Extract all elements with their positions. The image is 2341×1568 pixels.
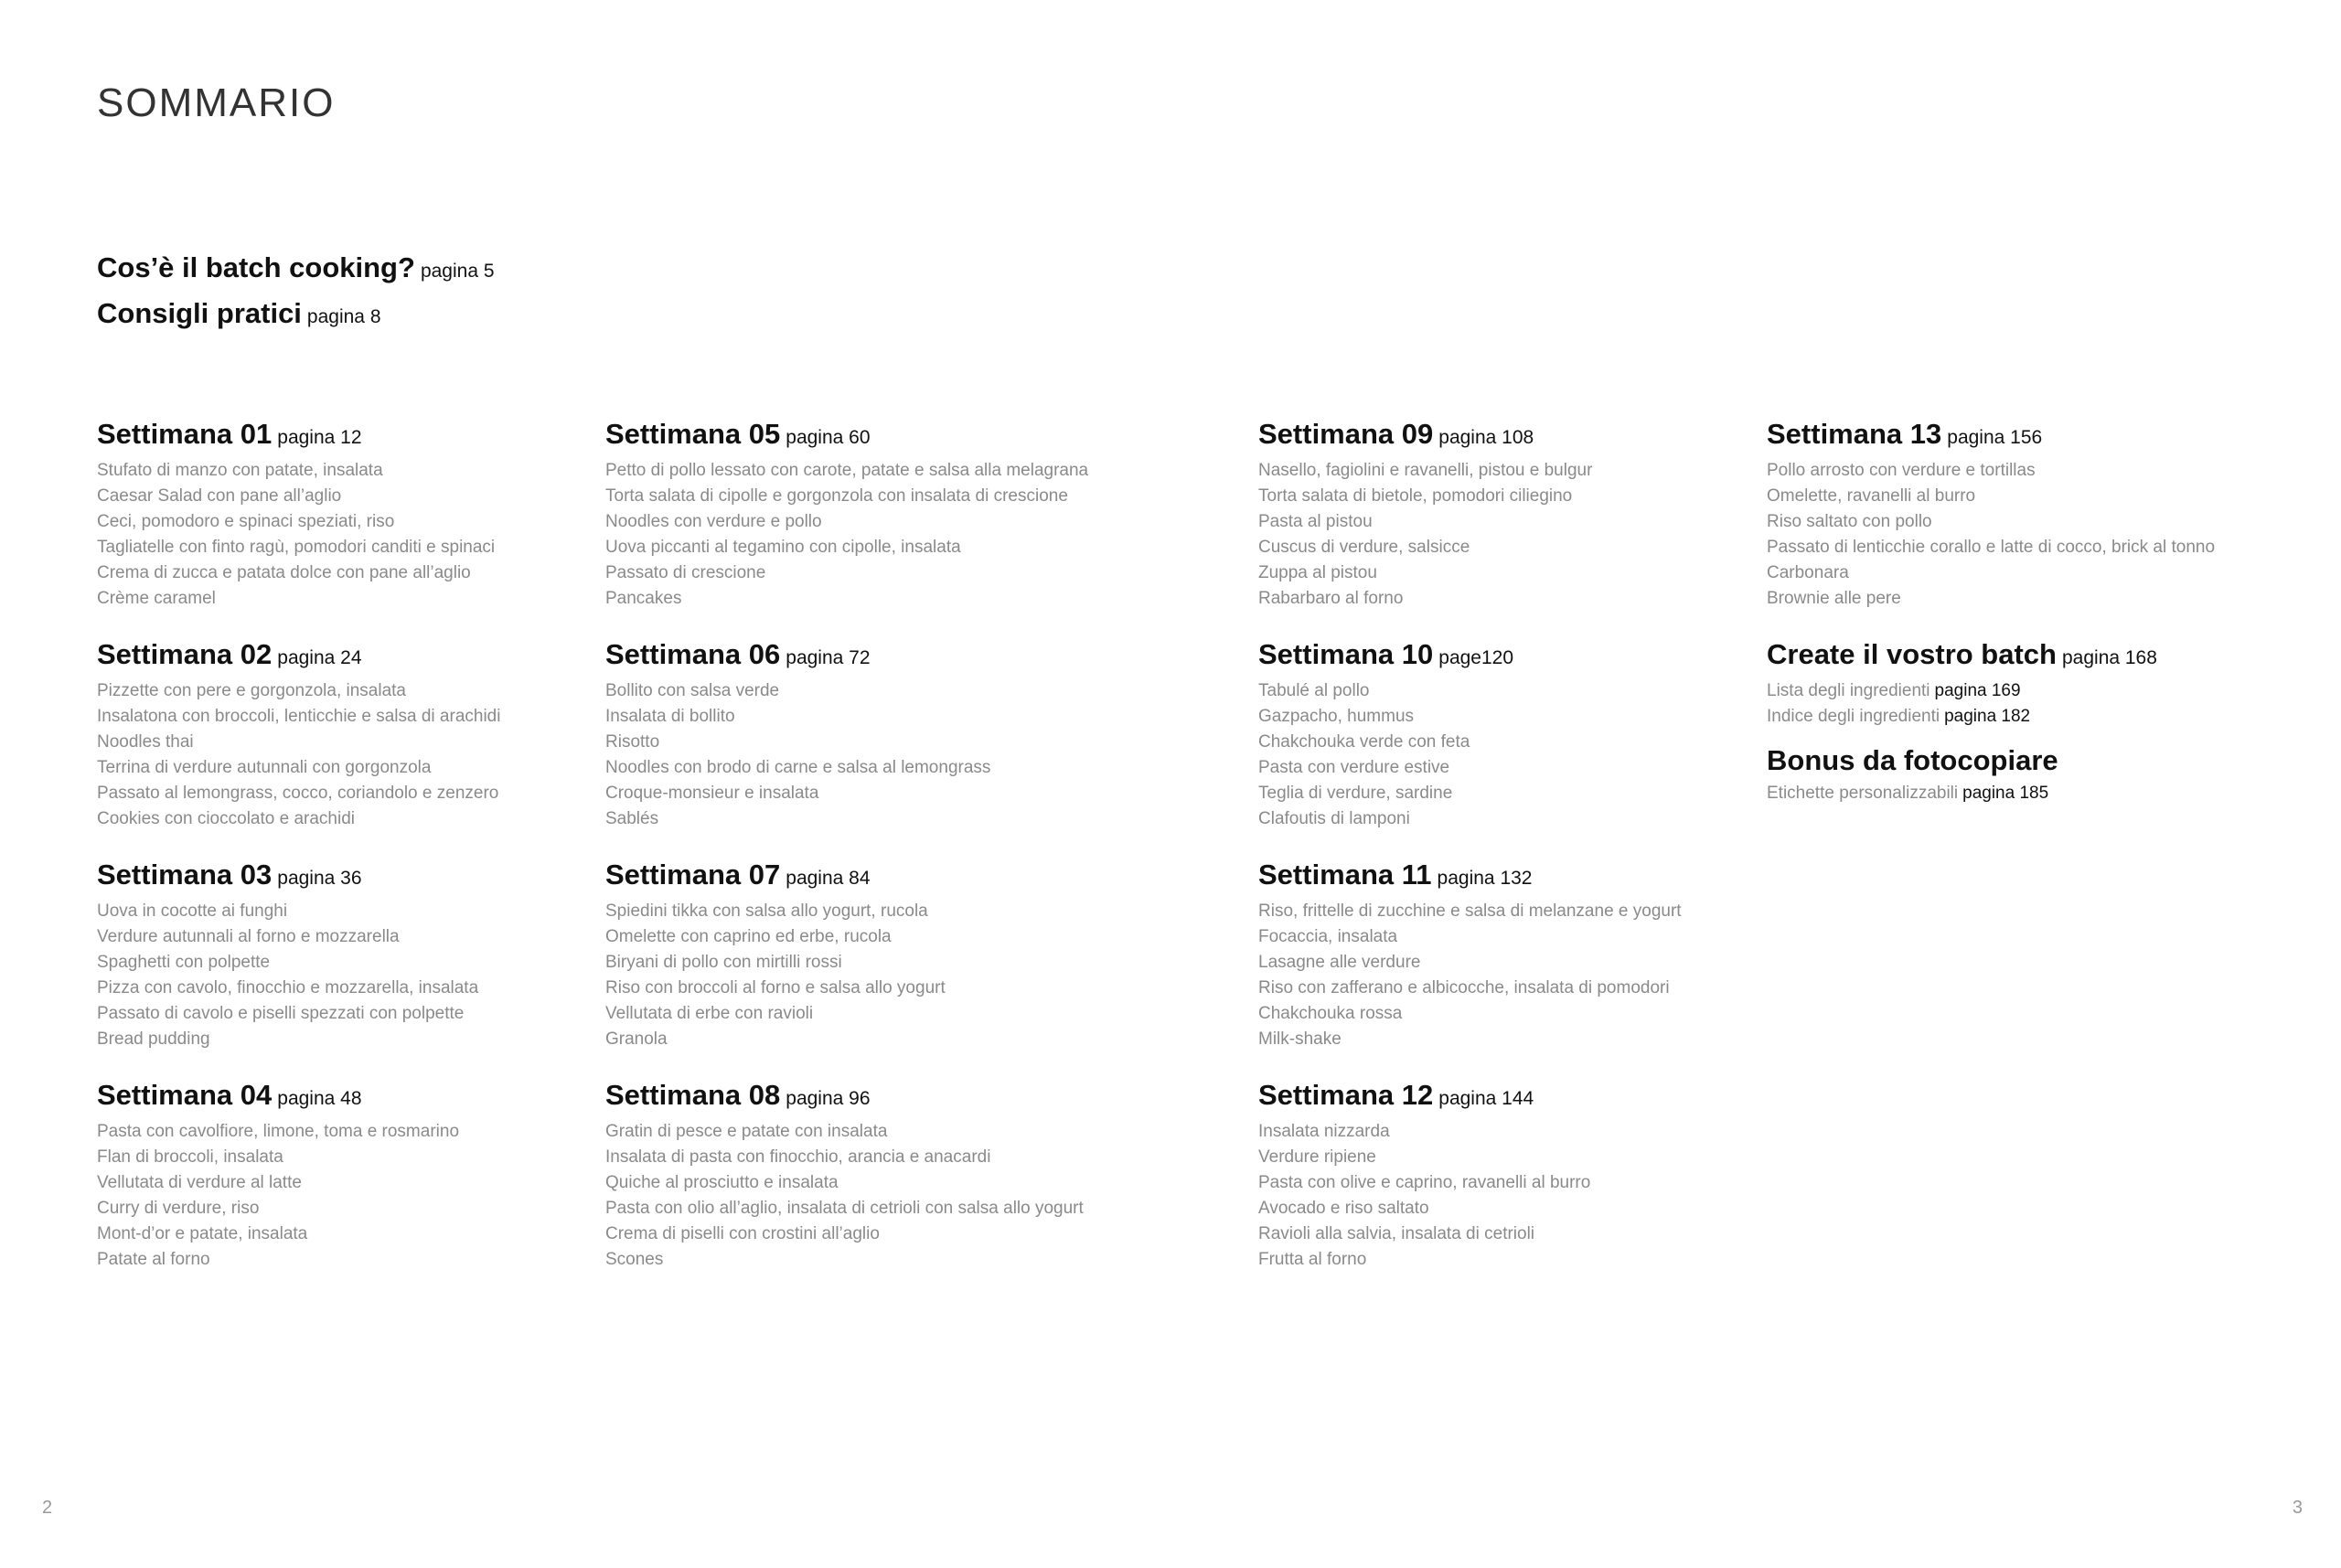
recipe-item: Curry di verdure, riso: [97, 1199, 260, 1218]
recipe-item: Pancakes: [605, 589, 682, 608]
section-heading[interactable]: [97, 857, 500, 897]
recipe-item: Passato di crescione: [605, 563, 766, 582]
section-title: Settimana 02: [97, 638, 273, 670]
recipe-item: Passato al lemongrass, cocco, coriandolo e zenzero: [97, 784, 499, 803]
recipe-item: Riso saltato con pollo: [1767, 512, 1932, 531]
recipe-item: Pollo arrosto con verdure e tortillas: [1767, 461, 2036, 480]
recipe-item: Flan di broccoli, insalata: [97, 1147, 283, 1167]
recipe-item: Ravioli alla salvia, insalata di cetrioli: [1258, 1224, 1535, 1243]
recipe-item: Biryani di pollo con mirtilli rossi: [605, 953, 842, 972]
recipe-item: Pasta con cavolfiore, limone, toma e rosmarino: [97, 1122, 460, 1141]
toc-section-week: [1258, 857, 1682, 1077]
recipe-item: Noodles con verdure e pollo: [605, 512, 822, 531]
section-heading[interactable]: [605, 1077, 1088, 1117]
toc-item[interactable]: [1767, 781, 2215, 806]
toc-section-week: [605, 857, 1088, 1077]
toc-column-3: [1258, 416, 1682, 1297]
recipe-item: Torta salata di bietole, pomodori ciliegino: [1258, 486, 1573, 506]
page-number-left: 2: [42, 1498, 53, 1518]
recipe-item: Noodles thai: [97, 732, 194, 752]
recipe-item: Teglia di verdure, sardine: [1258, 784, 1453, 803]
section-title: Settimana 09: [1258, 418, 1434, 450]
toc-item-label: Lista degli ingredienti: [1767, 681, 1930, 700]
recipe-item: Quiche al prosciutto e insalata: [605, 1173, 839, 1192]
toc-section-create-batch: [1767, 636, 2215, 730]
section-page: pagina 48: [277, 1088, 362, 1109]
recipe-item: Omelette con caprino ed erbe, rucola: [605, 927, 892, 946]
section-title: Settimana 13: [1767, 418, 1942, 450]
section-page: pagina 108: [1438, 427, 1534, 448]
toc-item-page: pagina 169: [1934, 681, 2021, 700]
section-page: pagina 24: [277, 647, 362, 668]
section-heading[interactable]: [1258, 1077, 1682, 1117]
recipe-item: Avocado e riso saltato: [1258, 1199, 1429, 1218]
section-title: Settimana 08: [605, 1079, 781, 1111]
section-page: pagina 168: [2061, 647, 2157, 668]
recipe-item: Petto di pollo lessato con carote, patate e salsa alla melagrana: [605, 461, 1089, 480]
intro-page: pagina 8: [306, 306, 381, 327]
recipe-item: Omelette, ravanelli al burro: [1767, 486, 1976, 506]
recipe-item: Frutta al forno: [1258, 1250, 1367, 1269]
toc-section-week: [605, 416, 1088, 636]
recipe-item: Chakchouka verde con feta: [1258, 732, 1470, 752]
section-heading[interactable]: [1258, 636, 1682, 677]
page-title: SOMMARIO: [97, 80, 336, 125]
toc-section-week: [97, 1077, 500, 1297]
page-number-right: 3: [2292, 1498, 2303, 1518]
toc-section-week: [1258, 1077, 1682, 1297]
recipe-item: Sablés: [605, 809, 659, 828]
intro-label: Consigli pratici: [97, 297, 302, 329]
recipe-item: Insalata nizzarda: [1258, 1122, 1390, 1141]
toc-item-page: pagina 182: [1944, 707, 2031, 726]
toc-section-week: [97, 857, 500, 1077]
recipe-item: Bread pudding: [97, 1029, 210, 1049]
intro-page: pagina 5: [420, 261, 495, 282]
recipe-item: Chakchouka rossa: [1258, 1004, 1403, 1023]
recipe-item: Milk-shake: [1258, 1029, 1342, 1049]
recipe-item: Crema di piselli con crostini all’aglio: [605, 1224, 880, 1243]
section-heading[interactable]: [605, 416, 1088, 456]
section-title: Create il vostro batch: [1767, 638, 2057, 670]
recipe-item: Ceci, pomodoro e spinaci speziati, riso: [97, 512, 395, 531]
recipe-item: Risotto: [605, 732, 660, 752]
recipe-item: Insalata di bollito: [605, 707, 735, 726]
recipe-item: Patate al forno: [97, 1250, 210, 1269]
recipe-item: Insalatona con broccoli, lenticchie e salsa di arachidi: [97, 707, 501, 726]
recipe-item: Verdure autunnali al forno e mozzarella: [97, 927, 400, 946]
toc-column-2: [605, 416, 1088, 1297]
recipe-item: Clafoutis di lamponi: [1258, 809, 1410, 828]
section-heading[interactable]: [1258, 857, 1682, 897]
toc-item[interactable]: [1767, 678, 2215, 704]
recipe-item: Carbonara: [1767, 563, 1849, 582]
recipe-item: Nasello, fagiolini e ravanelli, pistou e bulgur: [1258, 461, 1593, 480]
section-heading[interactable]: [1767, 416, 2215, 456]
intro-batch-cooking[interactable]: [97, 247, 495, 293]
section-page: pagina 36: [277, 868, 362, 889]
recipe-item: Terrina di verdure autunnali con gorgonzola: [97, 758, 432, 777]
section-heading[interactable]: [605, 636, 1088, 677]
recipe-item: Pasta con olive e caprino, ravanelli al burro: [1258, 1173, 1591, 1192]
toc-item[interactable]: [1767, 704, 2215, 730]
section-heading[interactable]: [97, 416, 500, 456]
toc-section-bonus: [1767, 742, 2215, 806]
recipe-item: Pasta con verdure estive: [1258, 758, 1450, 777]
recipe-item: Scones: [605, 1250, 664, 1269]
recipe-item: Gazpacho, hummus: [1258, 707, 1415, 726]
recipe-item: Gratin di pesce e patate con insalata: [605, 1122, 888, 1141]
recipe-item: Pizza con cavolo, finocchio e mozzarella, insalata: [97, 978, 479, 997]
recipe-item: Noodles con brodo di carne e salsa al lemongrass: [605, 758, 991, 777]
section-title: Settimana 05: [605, 418, 781, 450]
recipe-item: Torta salata di cipolle e gorgonzola con insalata di crescione: [605, 486, 1068, 506]
recipe-item: Pasta al pistou: [1258, 512, 1373, 531]
recipe-item: Tabulé al pollo: [1258, 681, 1370, 700]
section-title: Settimana 10: [1258, 638, 1434, 670]
toc-section-week: [1258, 636, 1682, 857]
section-page: pagina 144: [1438, 1088, 1534, 1109]
section-page: pagina 156: [1947, 427, 2043, 448]
intro-label: Cos’è il batch cooking?: [97, 251, 415, 283]
recipe-item: Passato di cavolo e piselli spezzati con polpette: [97, 1004, 465, 1023]
section-title: Settimana 07: [605, 859, 781, 891]
section-title: Settimana 01: [97, 418, 273, 450]
toc-item-page: pagina 185: [1962, 784, 2049, 803]
section-page: pagina 84: [786, 868, 871, 889]
recipe-item: Spaghetti con polpette: [97, 953, 271, 972]
recipe-item: Insalata di pasta con finocchio, arancia e anacardi: [605, 1147, 991, 1167]
recipe-item: Cuscus di verdure, salsicce: [1258, 538, 1470, 557]
recipe-item: Riso con zafferano e albicocche, insalata di pomodori: [1258, 978, 1670, 997]
section-page: pagina 132: [1437, 868, 1533, 889]
section-title: Settimana 04: [97, 1079, 273, 1111]
toc-section-week: [605, 636, 1088, 857]
toc-section-week: [97, 636, 500, 857]
section-title: Settimana 06: [605, 638, 781, 670]
toc-column-1: [97, 416, 500, 1297]
toc-section-week-13: [1767, 416, 2215, 636]
recipe-item: Focaccia, insalata: [1258, 927, 1398, 946]
recipe-item: Pasta con olio all’aglio, insalata di cetrioli con salsa allo yogurt: [605, 1199, 1084, 1218]
toc-section-week: [1258, 416, 1682, 636]
section-heading[interactable]: [605, 857, 1088, 897]
section-page: page120: [1438, 647, 1514, 668]
recipe-item: Rabarbaro al forno: [1258, 589, 1404, 608]
recipe-item: Stufato di manzo con patate, insalata: [97, 461, 383, 480]
intro-consigli[interactable]: [97, 293, 495, 338]
recipe-item: Lasagne alle verdure: [1258, 953, 1421, 972]
section-title: Settimana 03: [97, 859, 273, 891]
toc-section-week: [605, 1077, 1088, 1297]
section-page: pagina 12: [277, 427, 362, 448]
recipe-item: Vellutata di verdure al latte: [97, 1173, 302, 1192]
section-title: Settimana 12: [1258, 1079, 1434, 1111]
recipe-item: Spiedini tikka con salsa allo yogurt, rucola: [605, 901, 928, 921]
recipe-item: Tagliatelle con finto ragù, pomodori canditi e spinaci: [97, 538, 496, 557]
recipe-item: Brownie alle pere: [1767, 589, 1901, 608]
recipe-item: Cookies con cioccolato e arachidi: [97, 809, 355, 828]
section-heading[interactable]: [1258, 416, 1682, 456]
recipe-item: Vellutata di erbe con ravioli: [605, 1004, 814, 1023]
intro-links: [97, 247, 495, 338]
toc-column-4: [1767, 416, 2215, 806]
section-page: pagina 60: [786, 427, 871, 448]
recipe-item: Zuppa al pistou: [1258, 563, 1377, 582]
section-heading[interactable]: [97, 1077, 500, 1117]
toc-item-label: Etichette personalizzabili: [1767, 784, 1959, 803]
recipe-item: Crème caramel: [97, 589, 216, 608]
section-heading[interactable]: [1767, 636, 2215, 677]
section-page: pagina 96: [786, 1088, 871, 1109]
recipe-item: Riso con broccoli al forno e salsa allo yogurt: [605, 978, 946, 997]
toc-item-label: Indice degli ingredienti: [1767, 707, 1940, 726]
recipe-item: Caesar Salad con pane all’aglio: [97, 486, 342, 506]
recipe-item: Verdure ripiene: [1258, 1147, 1376, 1167]
recipe-item: Pizzette con pere e gorgonzola, insalata: [97, 681, 406, 700]
recipe-item: Croque-monsieur e insalata: [605, 784, 819, 803]
section-heading[interactable]: Bonus da fotocopiare: [1767, 744, 2058, 776]
toc-section-week: [97, 416, 500, 636]
recipe-item: Granola: [605, 1029, 668, 1049]
recipe-item: Uova in cocotte ai funghi: [97, 901, 288, 921]
recipe-item: Bollito con salsa verde: [605, 681, 780, 700]
section-title: Settimana 11: [1258, 859, 1432, 891]
recipe-item: Mont-d’or e patate, insalata: [97, 1224, 308, 1243]
section-page: pagina 72: [786, 647, 871, 668]
recipe-item: Passato di lenticchie corallo e latte di cocco, brick al tonno: [1767, 538, 2216, 557]
section-heading[interactable]: [97, 636, 500, 677]
recipe-item: Uova piccanti al tegamino con cipolle, insalata: [605, 538, 961, 557]
recipe-item: Riso, frittelle di zucchine e salsa di melanzane e yogurt: [1258, 901, 1682, 921]
recipe-item: Crema di zucca e patata dolce con pane all’aglio: [97, 563, 471, 582]
